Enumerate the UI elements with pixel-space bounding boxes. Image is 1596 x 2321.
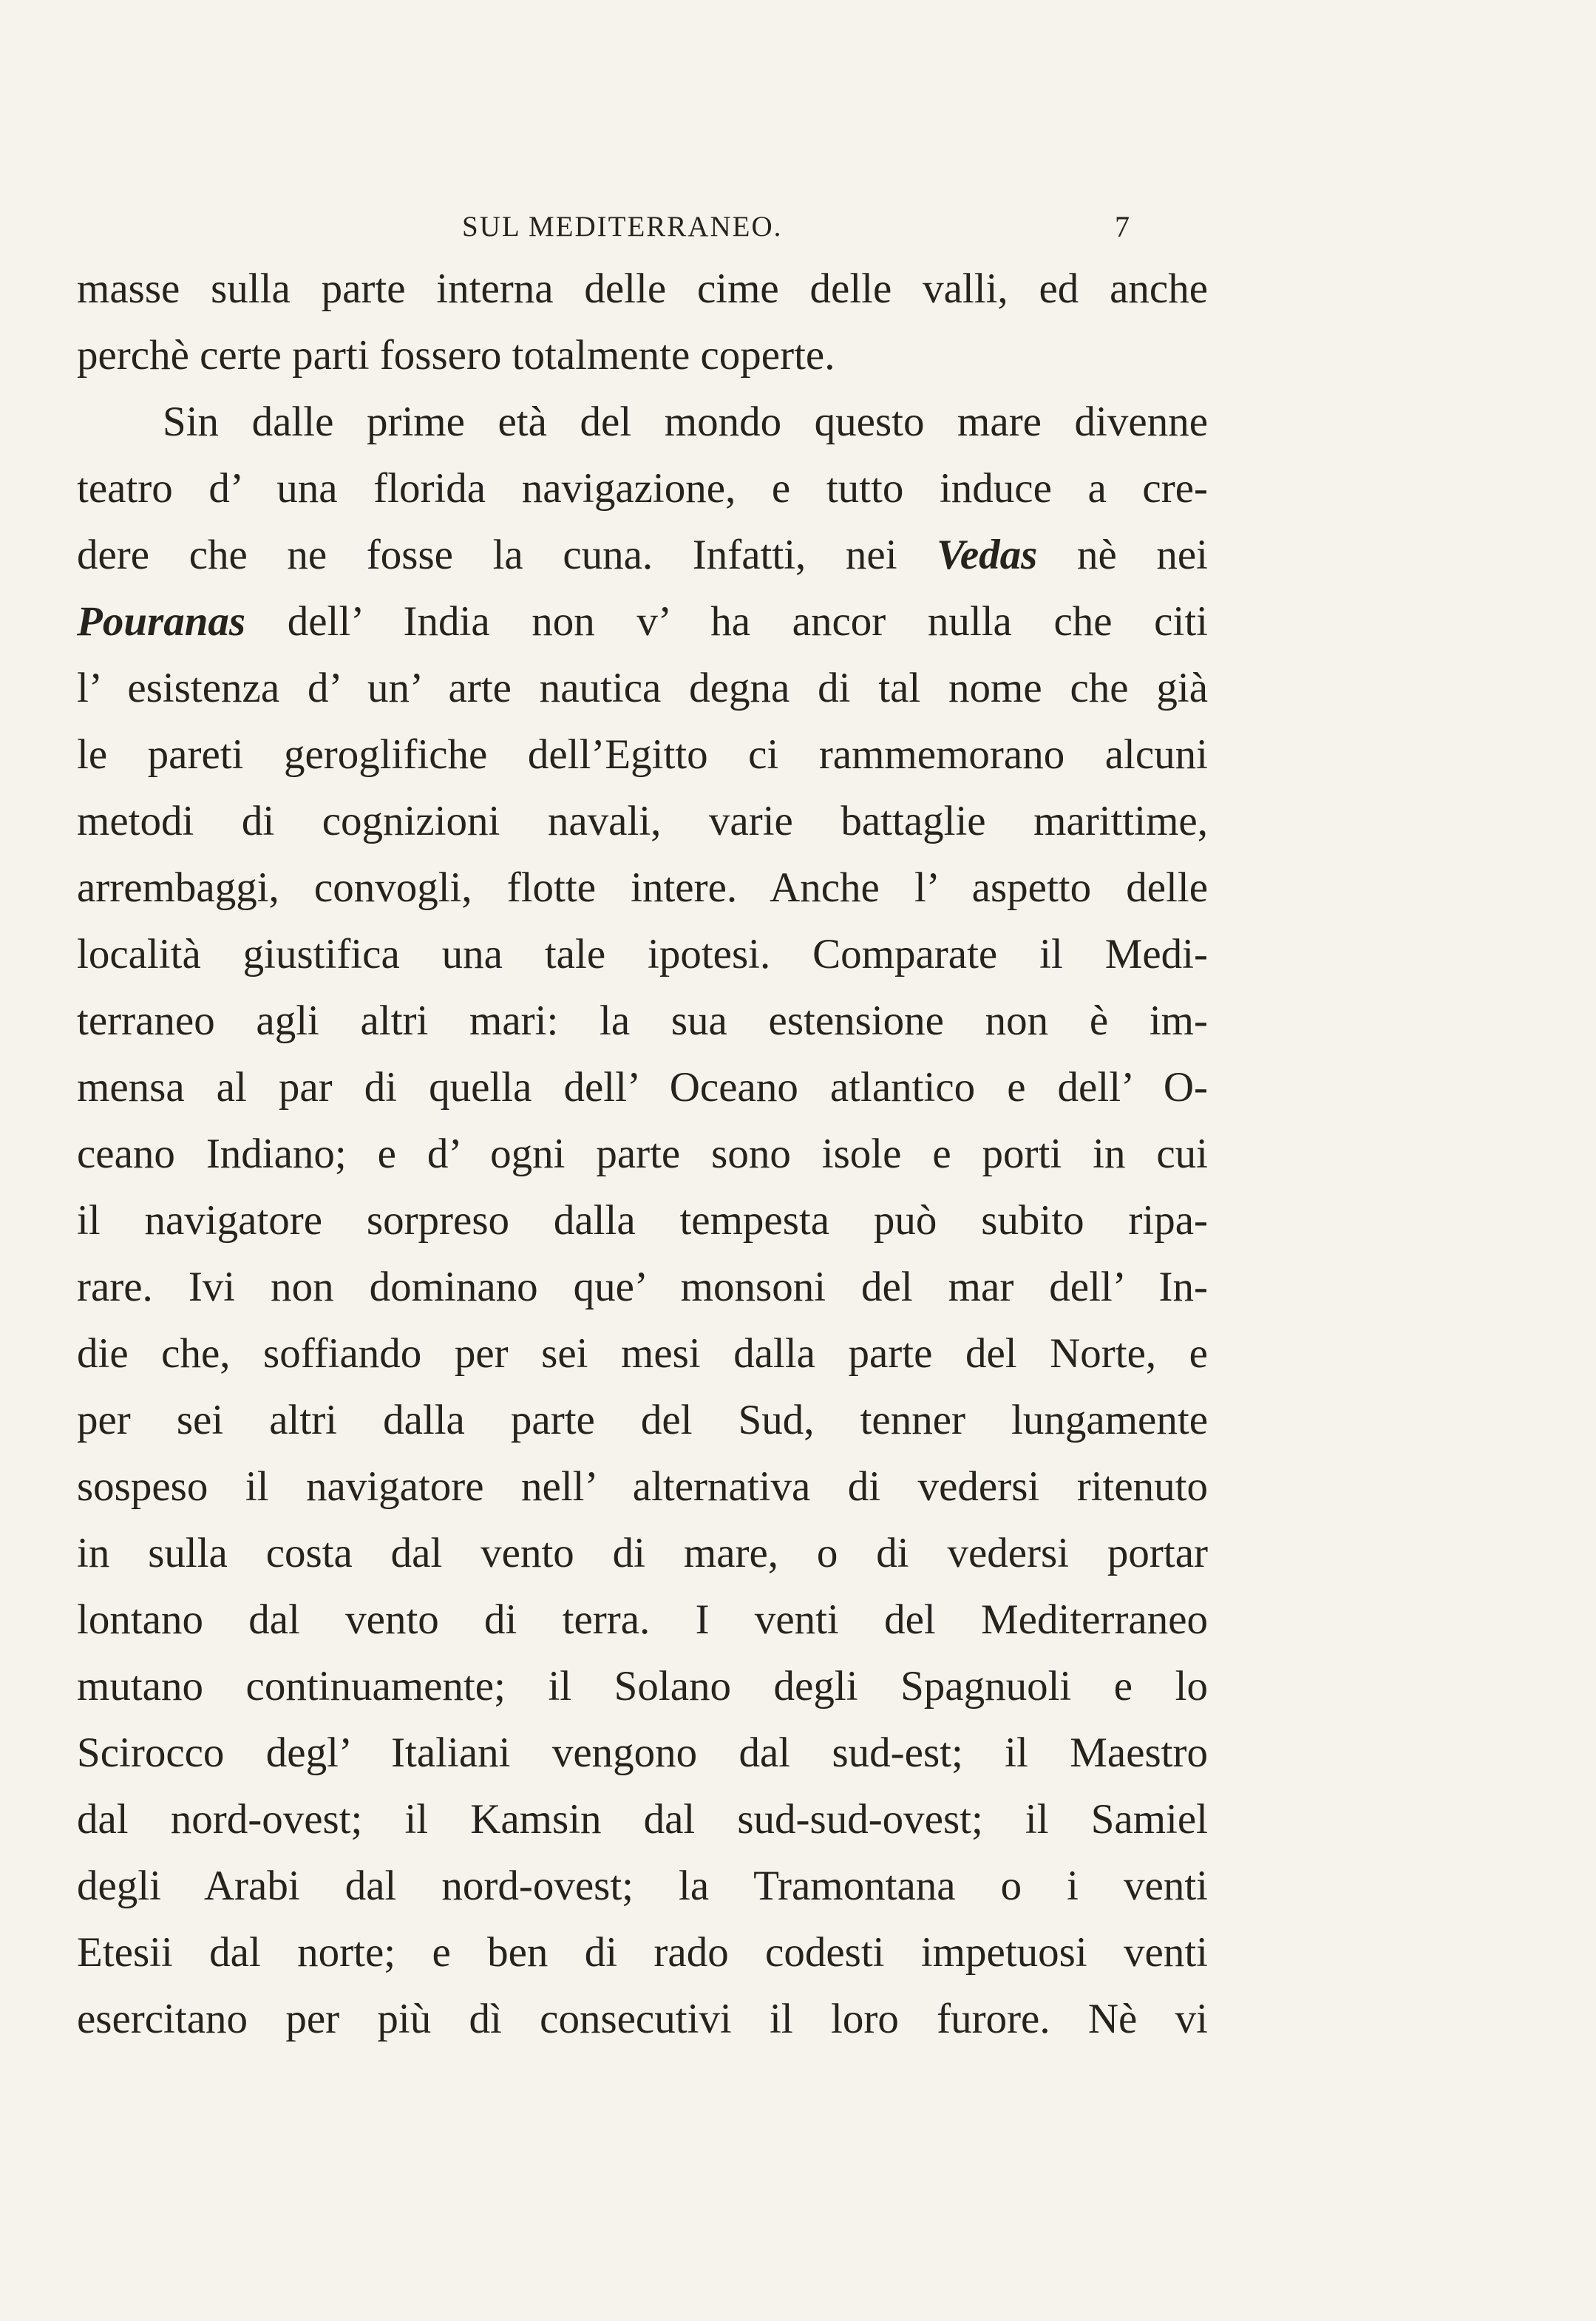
text-line: Sin dalle prime età del mondo questo mare divenne [163, 399, 1208, 445]
text-line: Scirocco degl’ Italiani vengono dal sud-est; il Maestro [77, 1729, 1208, 1776]
text-segment: dere che ne fosse la cuna. Infatti, nei [77, 532, 937, 578]
italic-term-pouranas: Pouranas [77, 598, 246, 645]
text-segment: dell’ India non v’ ha ancor nulla che citi [245, 598, 1208, 645]
text-line: in sulla costa dal vento di mare, o di vedersi portar [77, 1530, 1208, 1576]
text-line: die che, soffiando per sei mesi dalla parte del Norte, e [77, 1330, 1208, 1377]
text-line: esercitano per più dì consecutivi il loro furore. Nè vi [77, 1996, 1208, 2042]
text-line [77, 522, 1208, 589]
text-line [77, 589, 1208, 655]
text-line: masse sulla parte interna delle cime delle valli, ed anche [77, 265, 1208, 312]
text-line: località giustifica una tale ipotesi. Comparate il Medi- [77, 931, 1208, 977]
text-line: degli Arabi dal nord-ovest; la Tramontana o i venti [77, 1863, 1208, 1909]
text-line: l’ esistenza d’ un’ arte nautica degna di tal nome che già [77, 665, 1208, 711]
text-segment: nè nei [1037, 532, 1209, 578]
text-line: perchè certe parti fossero totalmente coperte. [77, 332, 835, 379]
text-line: sospeso il navigatore nell’ alternativa di vedersi ritenuto [77, 1463, 1208, 1510]
running-title: SUL MEDITERRANEO. [462, 211, 783, 243]
page-header [0, 209, 1596, 245]
text-line: Etesii dal norte; e ben di rado codesti impetuosi venti [77, 1929, 1208, 1976]
text-line: metodi di cognizioni navali, varie battaglie marittime, [77, 798, 1208, 844]
italic-term-vedas: Vedas [937, 532, 1038, 578]
page-number: 7 [1115, 210, 1130, 243]
text-line: arrembaggi, convogli, flotte intere. Anche l’ aspetto delle [77, 864, 1208, 911]
text-line: il navigatore sorpreso dalla tempesta può subito ripa- [77, 1197, 1208, 1244]
text-line: rare. Ivi non dominano que’ monsoni del mar dell’ In- [77, 1264, 1208, 1310]
text-line: mensa al par di quella dell’ Oceano atlantico e dell’ O- [77, 1064, 1208, 1111]
text-line: dal nord-ovest; il Kamsin dal sud-sud-ovest; il Samiel [77, 1796, 1208, 1843]
text-line: terraneo agli altri mari: la sua estensione non è im- [77, 997, 1208, 1044]
text-line: per sei altri dalla parte del Sud, tenner lungamente [77, 1397, 1208, 1443]
text-line: ceano Indiano; e d’ ogni parte sono isole e porti in cui [77, 1131, 1208, 1177]
text-line: le pareti geroglifiche dell’Egitto ci rammemorano alcuni [77, 731, 1208, 778]
text-line: lontano dal vento di terra. I venti del Mediterraneo [77, 1596, 1208, 1643]
text-line: mutano continuamente; il Solano degli Spagnuoli e lo [77, 1663, 1208, 1710]
text-line: teatro d’ una florida navigazione, e tutto induce a cre- [77, 465, 1208, 512]
body-text [77, 256, 1208, 2053]
